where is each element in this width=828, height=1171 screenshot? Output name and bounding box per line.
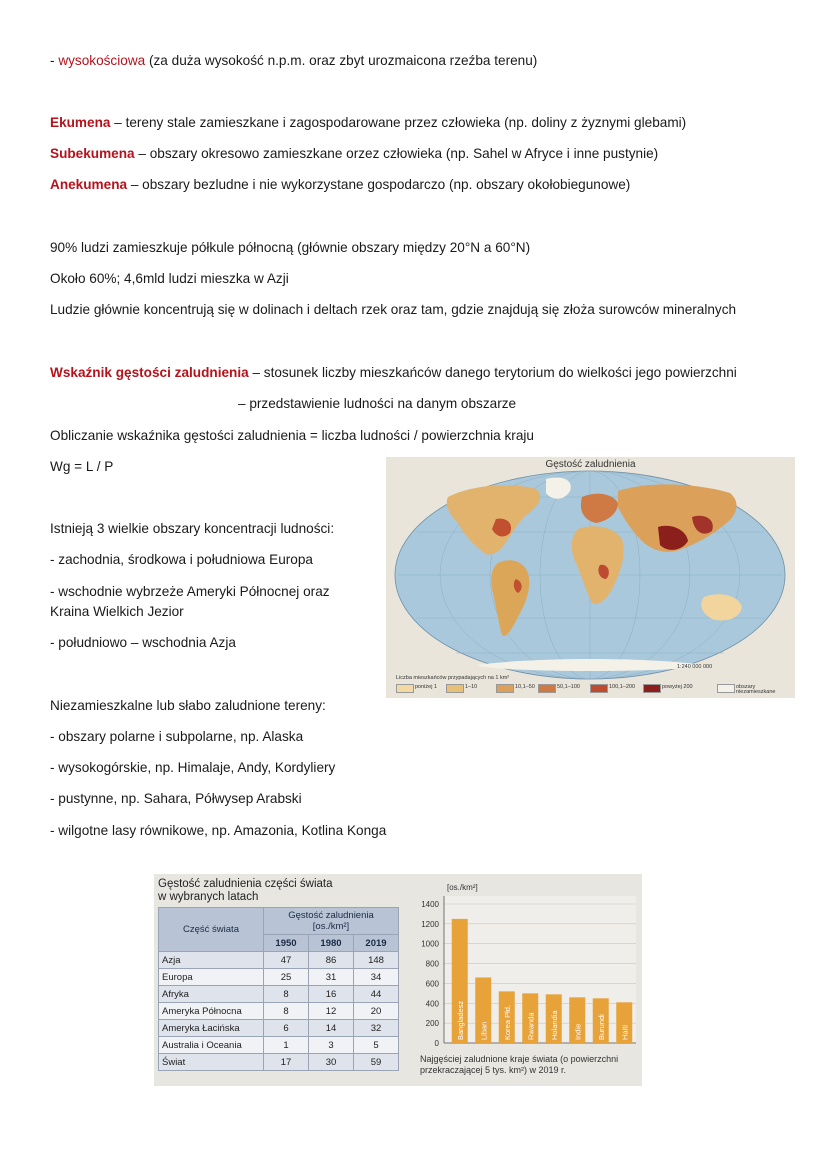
line-obliczanie: Obliczanie wskaźnika gęstości zaludnienia = liczba ludności / powierzchnia kraju <box>50 428 534 443</box>
table-cell-value: 20 <box>354 1003 399 1020</box>
legend-label: 10,1–50 <box>515 684 535 690</box>
chart-y-tick-label: 400 <box>425 999 439 1009</box>
legend-swatch <box>396 684 414 693</box>
legend-swatch <box>496 684 514 693</box>
legend-label: 50,1–100 <box>557 684 580 690</box>
table-row <box>159 986 399 1003</box>
bullet: - <box>50 53 59 68</box>
chart-y-tick-label: 600 <box>425 979 439 989</box>
map-scale: 1:240 000 000 <box>677 664 713 670</box>
chart-bar-label: Haiti <box>620 1024 630 1040</box>
chart-bar-label: Rwanda <box>526 1012 536 1040</box>
paragraph-3: Ludzie głównie koncentrują się w dolinach i deltach rzek oraz tam, gdzie znajdują się złoża surowców mineralnych <box>50 302 737 317</box>
table-cell-value: 25 <box>264 969 309 986</box>
density-table <box>158 907 399 1071</box>
map-legend-title: Liczba mieszkańców przypadających na 1 km² <box>396 675 510 681</box>
list-item-4: - obszary polarne i subpolarne, np. Alaska <box>50 729 304 744</box>
table-cell-value: 8 <box>264 986 309 1003</box>
term-ekumena: Ekumena <box>50 115 111 130</box>
list-item-1: - zachodnia, środkowa i południowa Europa <box>50 552 313 567</box>
table-header-year: 1980 <box>309 935 354 952</box>
table-row <box>159 952 399 969</box>
line-ekumena <box>50 114 686 132</box>
term-anekumena: Anekumena <box>50 177 128 192</box>
legend-label: powyżej 200 <box>662 684 693 690</box>
legend-label: 100,1–200 <box>609 684 635 690</box>
formula: Wg = L / P <box>50 459 114 474</box>
chart-y-tick-label: 1400 <box>421 900 439 909</box>
table-cell-value: 44 <box>354 986 399 1003</box>
line-wysokosciowa <box>50 52 537 70</box>
table-cell-part: Ameryka Północna <box>159 1003 264 1020</box>
table-body <box>159 952 399 1071</box>
chart-y-tick-label: 200 <box>425 1019 439 1029</box>
table-title <box>158 878 333 904</box>
table-cell-part: Australia i Oceania <box>159 1037 264 1054</box>
chart-bar-label: Holandia <box>549 1010 559 1040</box>
definition: – obszary bezludne i nie wykorzystane gospodarczo (np. obszary okołobiegunowe) <box>127 177 631 192</box>
statistics-panel <box>154 874 642 1086</box>
table-cell-value: 86 <box>309 952 354 969</box>
table-cell-value: 6 <box>264 1020 309 1037</box>
table-cell-part: Afryka <box>159 986 264 1003</box>
list-item-6: - pustynne, np. Sahara, Półwysep Arabski <box>50 791 302 806</box>
table-cell-value: 34 <box>354 969 399 986</box>
chart-bar-label: Korea Płd. <box>502 1004 512 1040</box>
table-header-year: 2019 <box>354 935 399 952</box>
definition: – tereny stale zamieszkane i zagospodarowane przez człowieka (np. doliny z żyznymi glebami) <box>110 115 687 130</box>
list-item-7: - wilgotne lasy równikowe, np. Amazonia, Kotlina Konga <box>50 823 387 838</box>
chart-y-tick-label: 1000 <box>421 939 439 949</box>
chart-bar-label: Bangladesz <box>455 1000 465 1040</box>
chart-y-tick-label: 800 <box>425 959 439 969</box>
table-header-density-l2: [os./km²] <box>312 921 350 932</box>
list-item-2b: Kraina Wielkich Jezior <box>50 604 184 619</box>
table-cell-value: 17 <box>264 1054 309 1071</box>
table-cell-part: Świat <box>159 1054 264 1071</box>
chart-caption-line-2: przekraczającej 5 tys. km²) w 2019 r. <box>420 1065 567 1075</box>
table-cell-value: 3 <box>309 1037 354 1054</box>
table-cell-value: 30 <box>309 1054 354 1071</box>
legend-swatch <box>643 684 661 693</box>
legend-swatch <box>590 684 608 693</box>
legend-label: 1–10 <box>465 684 478 690</box>
chart-y-label: [os./km²] <box>447 883 478 892</box>
table-header-part: Część świata <box>159 908 264 952</box>
chart-bar-label: Liban <box>479 1021 489 1040</box>
table-title-line-1: Gęstość zaludnienia części świata <box>158 878 333 890</box>
chart-bar-label: Burundi <box>596 1014 606 1040</box>
table-cell-part: Europa <box>159 969 264 986</box>
map-title: Gęstość zaludnienia <box>545 459 636 470</box>
table-header-density-l1: Gęstość zaludnienia <box>288 910 374 921</box>
definition: – obszary okresowo zamieszkane orzez człowieka (np. Sahel w Afryce i inne pustynie) <box>134 146 659 161</box>
legend-swatch <box>717 684 735 693</box>
list-item-5: - wysokogórskie, np. Himalaje, Andy, Kordyliery <box>50 760 336 775</box>
legend-swatch <box>446 684 464 693</box>
definition: (za duża wysokość n.p.m. oraz zbyt urozmaicona rzeźba terenu) <box>145 53 538 68</box>
chart-bar-label: Indie <box>573 1023 583 1040</box>
term-wysokosciowa: wysokościowa <box>58 53 146 68</box>
table-cell-value: 31 <box>309 969 354 986</box>
paragraph-2: Około 60%; 4,6mld ludzi mieszka w Azji <box>50 271 289 286</box>
table-cell-value: 32 <box>354 1020 399 1037</box>
line-anekumena <box>50 176 630 194</box>
table-row <box>159 1054 399 1071</box>
table-cell-value: 47 <box>264 952 309 969</box>
table-cell-value: 148 <box>354 952 399 969</box>
world-map <box>386 457 795 698</box>
population-density-map <box>386 457 795 698</box>
term-subekumena: Subekumena <box>50 146 135 161</box>
chart-caption-line-1: Najgęściej zaludnione kraje świata (o powierzchni <box>420 1054 619 1064</box>
table-header-year: 1950 <box>264 935 309 952</box>
table-cell-value: 5 <box>354 1037 399 1054</box>
line-subekumena <box>50 145 658 163</box>
table-cell-part: Azja <box>159 952 264 969</box>
legend-swatch <box>538 684 556 693</box>
table-row <box>159 1003 399 1020</box>
table-cell-value: 16 <box>309 986 354 1003</box>
table-cell-value: 59 <box>354 1054 399 1071</box>
table-cell-value: 12 <box>309 1003 354 1020</box>
definition: – stosunek liczby mieszkańców danego terytorium do wielkości jego powierzchni <box>248 365 737 380</box>
legend-label: poniżej 1 <box>415 684 438 690</box>
legend-label: obszary niezamieszkane <box>736 684 776 695</box>
line-istnieja: Istnieją 3 wielkie obszary koncentracji ludności: <box>50 521 335 536</box>
table-cell-value: 1 <box>264 1037 309 1054</box>
chart-y-tick-label: 1200 <box>421 919 439 929</box>
line-wskaznik <box>50 364 737 382</box>
chart-y-tick-label: 0 <box>434 1039 439 1048</box>
table-header-density <box>264 908 399 935</box>
list-item-3: - południowo – wschodnia Azja <box>50 635 236 650</box>
term-wskaznik: Wskaźnik gęstości zaludnienia <box>50 365 249 380</box>
table-row <box>159 969 399 986</box>
chart-caption <box>420 1054 640 1076</box>
table-cell-part: Ameryka Łacińska <box>159 1020 264 1037</box>
table-row <box>159 1037 399 1054</box>
line-niezamieszkalne: Niezamieszkalne lub słabo zaludnione tereny: <box>50 698 326 713</box>
table-cell-value: 14 <box>309 1020 354 1037</box>
table-row <box>159 1020 399 1037</box>
table-cell-value: 8 <box>264 1003 309 1020</box>
line-wskaznik-2: – przedstawienie ludności na danym obszarze <box>238 396 517 411</box>
table-title-line-2: w wybranych latach <box>158 891 259 903</box>
list-item-2a: - wschodnie wybrzeże Ameryki Północnej oraz <box>50 584 330 599</box>
paragraph-1: 90% ludzi zamieszkuje półkule północną (głównie obszary między 20°N a 60°N) <box>50 240 531 255</box>
